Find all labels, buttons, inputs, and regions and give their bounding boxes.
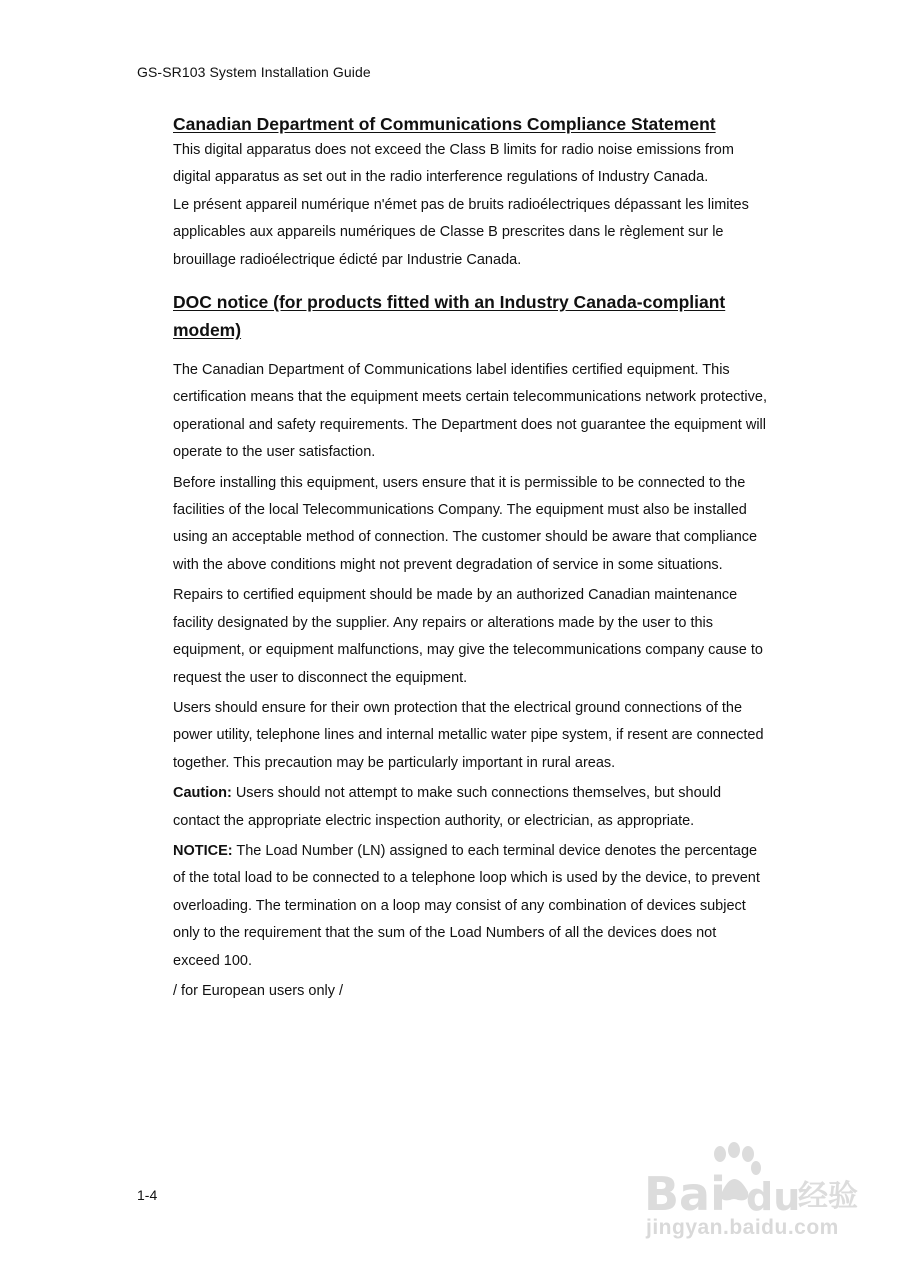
text-line: exceed 100. <box>173 952 253 969</box>
european-users-note: / for European users only / <box>173 982 344 999</box>
text-line: Before installing this equipment, users ensure that it is permissible to be connected to the <box>173 474 746 491</box>
text-line: using an acceptable method of connection. The customer should be aware that compliance <box>173 529 758 546</box>
baidu-jingyan-logo <box>642 1140 862 1220</box>
svg-text:经验: 经验 <box>798 1179 858 1214</box>
doc-notice-paragraph-4 <box>173 695 793 777</box>
watermark-url: jingyan.baidu.com <box>646 1216 839 1239</box>
text-line: operate to the user satisfaction. <box>173 444 376 461</box>
doc-notice-paragraph-1 <box>173 357 793 467</box>
section-heading-canada: Canadian Department of Communications Compliance Statement <box>173 114 716 134</box>
baidu-logo-text: Bai <box>644 1167 726 1220</box>
notice-text: The Load Number (LN) assigned to each terminal device denotes the percentage <box>232 842 758 859</box>
page-number: 1-4 <box>137 1187 158 1203</box>
notice-first-line <box>173 838 793 865</box>
text-line: certification means that the equipment meets certain telecommunications network protective, <box>173 389 767 406</box>
text-line: applicables aux appareils numériques de Classe B prescrites dans le règlement sur le <box>173 224 724 241</box>
text-line: together. This precaution may be particularly important in rural areas. <box>173 754 616 771</box>
text-line: equipment, or equipment malfunctions, may give the telecommunications company cause to <box>173 642 763 659</box>
text-line: This digital apparatus does not exceed the Class B limits for radio noise emissions from <box>173 142 734 158</box>
text-line: facility designated by the supplier. Any repairs or alterations made by the user to this <box>173 614 714 631</box>
text-line: request the user to disconnect the equipment. <box>173 669 468 686</box>
text-line: The Canadian Department of Communications label identifies certified equipment. This <box>173 362 730 379</box>
text-line: Repairs to certified equipment should be made by an authorized Canadian maintenance <box>173 587 738 604</box>
notice-paragraph <box>173 838 793 975</box>
text-line: facilities of the local Telecommunications Company. The equipment must also be installed <box>173 502 747 519</box>
caution-text: Users should not attempt to make such connections themselves, but should <box>231 785 722 802</box>
baidu-watermark <box>642 1140 872 1260</box>
section-heading-doc-notice: DOC notice (for products fitted with an Industry Canada-compliant modem) <box>173 292 726 341</box>
caution-label: Caution: <box>173 785 232 802</box>
page-header-title: GS-SR103 System Installation Guide <box>137 64 371 80</box>
document-body <box>173 111 793 1005</box>
doc-notice-paragraph-3 <box>173 582 793 692</box>
text-line: Users should ensure for their own protection that the electrical ground connections of the <box>173 699 743 716</box>
canada-statement <box>173 137 793 274</box>
text-line: operational and safety requirements. The Department does not guarantee the equipment will <box>173 416 766 433</box>
caution-first-line <box>173 780 793 807</box>
svg-text:du: du <box>746 1175 801 1219</box>
text-line: contact the appropriate electric inspection authority, or electrician, as appropriate. <box>173 812 695 829</box>
text-line: power utility, telephone lines and internal metallic water pipe system, if resent are connected <box>173 727 764 744</box>
text-line: digital apparatus as set out in the radio interference regulations of Industry Canada. <box>173 169 709 186</box>
text-line: brouillage radioélectrique édicté par Industrie Canada. <box>173 251 522 268</box>
text-line: of the total load to be connected to a telephone loop which is used by the device, to prevent <box>173 870 760 887</box>
text-line: overloading. The termination on a loop may consist of any combination of devices subject <box>173 897 746 914</box>
text-line: only to the requirement that the sum of the Load Numbers of all the devices does not <box>173 925 717 942</box>
doc-notice-paragraph-2 <box>173 470 793 580</box>
caution-paragraph <box>173 780 793 835</box>
notice-label: NOTICE: <box>173 842 233 859</box>
text-line: Le présent appareil numérique n'émet pas de bruits radioélectriques dépassant les limites <box>173 196 749 213</box>
text-line: with the above conditions might not prevent degradation of service in some situations. <box>173 556 723 573</box>
